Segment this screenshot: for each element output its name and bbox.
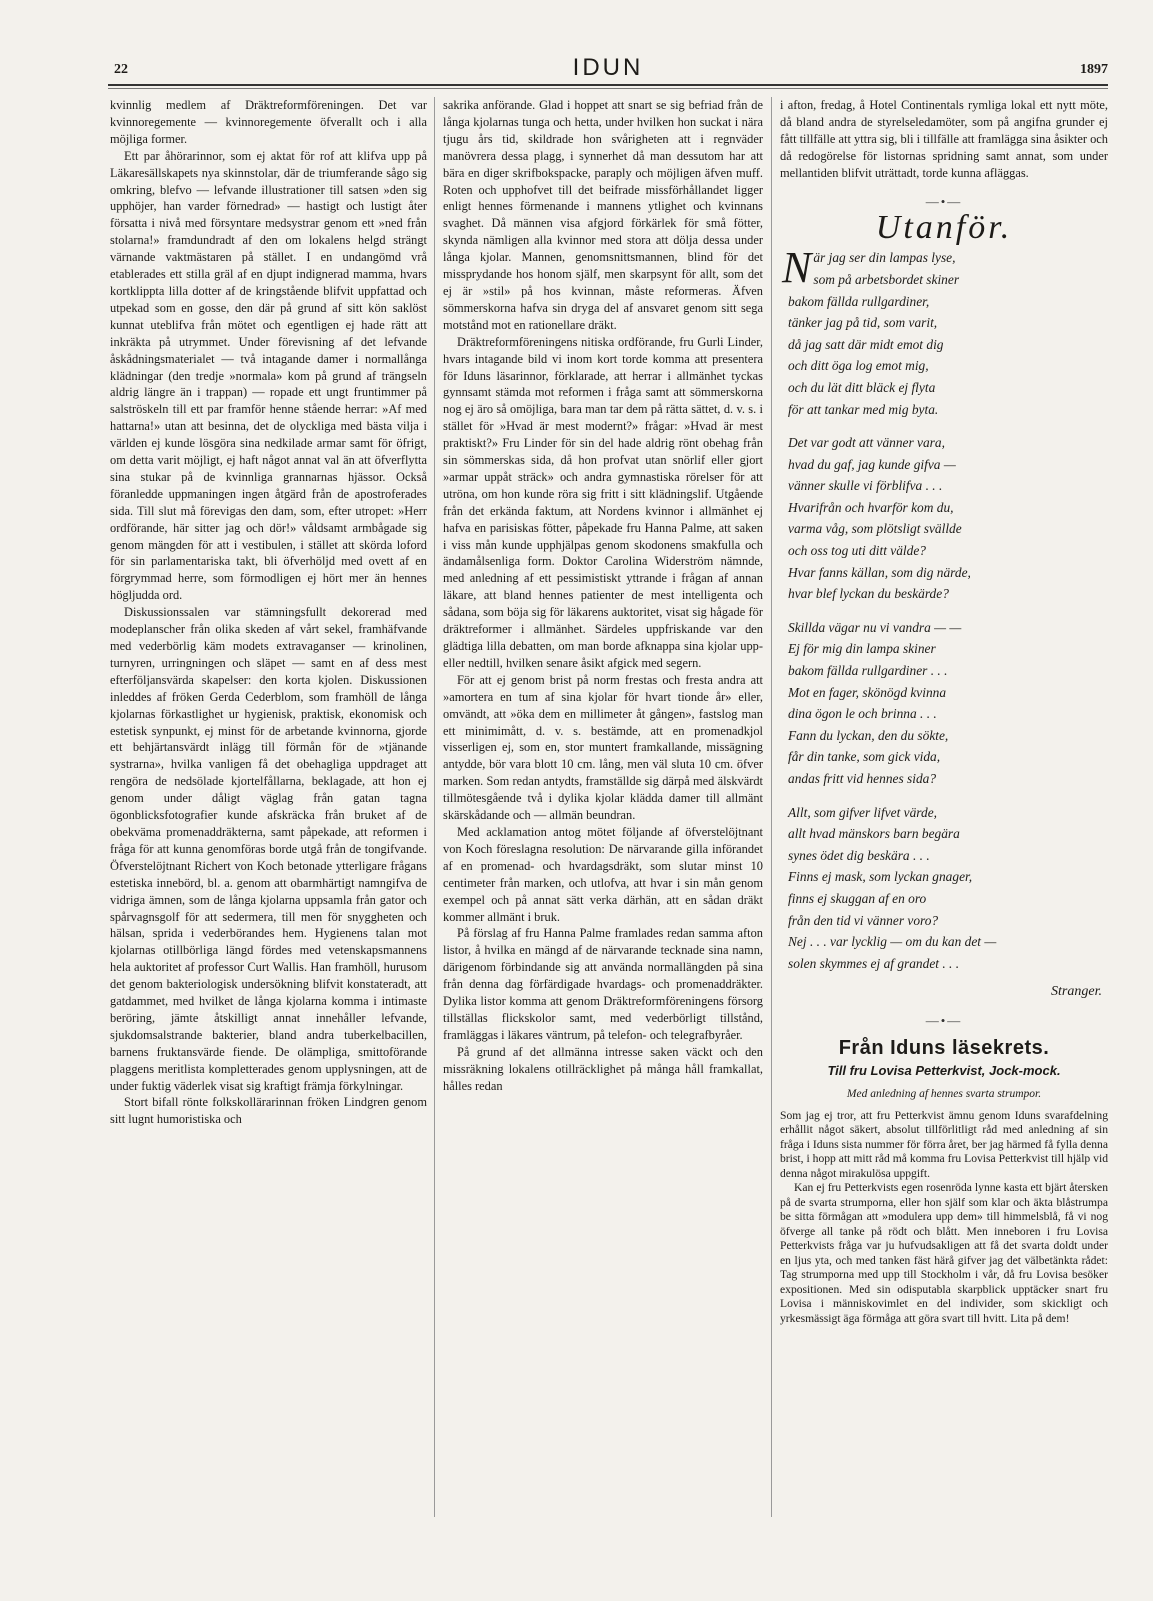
poem-line: dina ögon le och brinna . . . bbox=[788, 706, 937, 722]
poem-line: och du lät ditt bläck ej flyta bbox=[788, 379, 936, 395]
column-1 bbox=[110, 97, 427, 1128]
poem-line: som på arbetsbordet skiner bbox=[813, 271, 960, 287]
drop-cap: N bbox=[782, 243, 812, 293]
poem-line: Ej för mig din lampa skiner bbox=[788, 641, 936, 657]
poem-line: Mot en fager, skönögd kvinna bbox=[788, 684, 947, 700]
poem-line: då jag satt där midt emot dig bbox=[788, 336, 944, 352]
poem-stanza bbox=[788, 802, 1108, 975]
article-paragraph: På grund af det allmänna intresse saken väckt och den missräkning lokalens otillräcklighet på många håll framkallat, hålles redan bbox=[443, 1044, 763, 1093]
poem-signature: Stranger. bbox=[1051, 984, 1102, 1000]
article-paragraph: i afton, fredag, å Hotel Continentals rymliga lokal ett nytt möte, då bland andra de styrelseledamöter, som på angifna grunder ej fått tillfälle att yttra sig, bli i tillfälle att framlägga sina åsikter och då redogörelse för listornas spridning samt annat, som under mellantiden blifvit uträttadt, torde kunna afläggas. bbox=[780, 98, 1108, 180]
poem-line: varma våg, som plötsligt svällde bbox=[788, 521, 962, 537]
column-divider bbox=[771, 97, 772, 1517]
poem-line: Hvarifrån och hvarför kom du, bbox=[788, 499, 954, 515]
article-paragraph: Dräktreformföreningens nitiska ordförande, fru Gurli Linder, hvars intagande bild vi inom kort torde komma att presentera för Iduns läsarinnor, förklarade, att herrar i allmänhet tyckas gynnsamt stämda mot reformen i fråga samt att sömmerskorna nog ej äro så omöjliga, bara man tar dem på rätta sättet, d. v. s. i stället för »Hvad är mest modernt?» frågar: »Hvad är mest praktiskt?» Fru Linder för sin del hade aldrig rönt obehag från sin sömmerskas sida, då hon profvat utan snörlif eller gjort »armar uppåt sträck» och andra gymnastiska rörelser för att utröna, om hon kunde röra sig fritt i sitt klädningslif. Utgående från det erkända faktum, att Nordens kvinnor i allmänhet ej hafva en parisiskas fötter, påpekade fru Hanna Palme, att saken i viss mån kunde upphjälpas genom skodonens smakfulla och ändamålsenliga form. Doktor Carolina Widerström nämnde, med anledning af ett pessimistiskt yttrande i frågan af annan läkare, att bland hennes patienter de mest intelligenta och sådana, som böja sig för läkarens auktoritet, visat sig hågade för dräktreformer i allmänhet. Särdeles uppfriskande var den glädtiga lilla debatten, om man borde afknappa sina kjolar upp- eller nedtill, hvilken senare åsikt afgick med segern. bbox=[443, 334, 763, 670]
poem-line: och ditt öga log emot mig, bbox=[788, 358, 929, 374]
article-paragraph: kvinnlig medlem af Dräktreformföreningen. Det var kvinnoregemente — kvinnoregemente öfverallt och i alla möjliga former. bbox=[110, 98, 427, 146]
poem-line: är jag ser din lampas lyse, bbox=[813, 250, 956, 266]
poem-line: Allt, som gifver lifvet värde, bbox=[788, 804, 937, 820]
ornament-divider: —•— bbox=[925, 193, 963, 209]
column-2 bbox=[443, 97, 763, 1094]
poem-line: och oss tog uti ditt välde? bbox=[788, 543, 926, 559]
poem-line: Nej . . . var lycklig — om du kan det — bbox=[788, 934, 997, 950]
poem-line: får din tanke, som gick vida, bbox=[788, 749, 941, 765]
poem-line: Finns ej mask, som lyckan gnager, bbox=[788, 869, 973, 885]
ornament-divider: —•— bbox=[925, 1013, 963, 1029]
poem-stanza bbox=[788, 432, 1108, 605]
poem bbox=[780, 243, 1108, 974]
section-subtitle: Till fru Lovisa Petterkvist, Jock-mock. bbox=[827, 1063, 1061, 1079]
poem-line: hvar blef lyckan du beskärde? bbox=[788, 586, 949, 602]
poem-line: andas fritt vid hennes sida? bbox=[788, 771, 937, 786]
section-note: Med anledning af hennes svarta strumpor. bbox=[846, 1087, 1042, 1100]
poem-line: vänner skulle vi förblifva . . . bbox=[788, 478, 943, 494]
poem-line: finns ej skuggan af en oro bbox=[788, 890, 927, 906]
poem-line: tänker jag på tid, som varit, bbox=[788, 315, 938, 331]
poem-line: Hvar fanns källan, som dig närde, bbox=[788, 564, 971, 580]
poem-line: bakom fällda rullgardiner, bbox=[788, 293, 930, 309]
poem-line: hvad du gaf, jag kunde gifva — bbox=[788, 456, 956, 472]
header-rule-thin bbox=[108, 88, 1108, 89]
poem-title: Utanför. bbox=[875, 209, 1013, 247]
poem-line: från den tid vi vänner voro? bbox=[788, 912, 939, 928]
page-header bbox=[108, 56, 1108, 86]
poem-stanza bbox=[788, 617, 1108, 790]
header-rule bbox=[108, 84, 1108, 86]
poem-line: Fann du lyckan, den du sökte, bbox=[788, 727, 949, 743]
poem-line: synes ödet dig beskära . . . bbox=[788, 847, 930, 863]
article-paragraph: På förslag af fru Hanna Palme framlades redan samma afton listor, å hvilka en mängd af de närvarande tecknade sina namn, därigenom förbindande sig att använda normallängden på sina från denna dag förfärdigade hvardags- och promenaddräkter. Dylika listor komma att genom Dräktreformföreningens försorg tillställas flickskolor samt, med vederbörligt tillstånd, framläggas i läkares väntrum, på telefon- och telegrafbyråer. bbox=[443, 926, 763, 1042]
column-3 bbox=[780, 97, 1108, 1326]
masthead-title: IDUN bbox=[572, 54, 644, 81]
poem-line: solen skymmes ej af grandet . . . bbox=[788, 955, 960, 971]
article-paragraph: Stort bifall rönte folkskollärarinnan fröken Lindgren genom sitt lugnt humoristiska och bbox=[110, 1095, 427, 1127]
poem-line: allt hvad mänskors barn begära bbox=[788, 826, 960, 842]
article-paragraph: Med acklamation antog mötet följande af öfverstelöjtnant von Koch föreslagna resolution: De närvarande gilla införandet af en promenad- och hvardagsdräkt, som slutar minst 10 centimeter från marken, och utlofva, att hvar i sin mån genom exempel och på annat sätt verka därhän, att en sådan dräkt kommer allmänt i bruk. bbox=[443, 824, 763, 924]
poem-stanza bbox=[782, 243, 1108, 420]
poem-line: Skillda vägar nu vi vandra — — bbox=[788, 619, 962, 635]
article-paragraph: För att ej genom brist på norm frestas och fresta andra att »amortera en tum af sina kjolar för hvart tionde år» eller, omvändt, att »öka dem en millimeter åt gången», fastslog man ett minimimått, d. v. s. bestämde, att en promenadkjol visserligen ej, som en, stor muntert framkallande, missägning antydde, bör vara blott 10 cm. lång, men väl sluta 10 cm. öfver marken. Som redan antydts, framställde sig därpå med älskvärdt tillmötesgående två i dylika kjolar klädda damer till allmänt skärskådande och — allmän beundran. bbox=[443, 672, 763, 823]
column-divider bbox=[434, 97, 435, 1517]
poem-line: bakom fällda rullgardiner . . . bbox=[788, 663, 948, 679]
page-number: 22 bbox=[114, 62, 128, 77]
article-paragraph: sakrika anförande. Glad i hoppet att snart se sig befriad från de långa kjolarnas tunga och hetta, under hvilken hon suckat i nära tjugu års tid, skildrade hon svårigheten att i regnväder manövrera dessa plagg, i synnerhet då man dessutom har att bära en diger skrifbokspacke, paraply och möjligen äfven muff. Roten och upphofvet till det beifrade missförhållandet ligger enligt hennes förmenande i mannens ytlighet och kvinnans svaghet. Då männen visa afgjord förkärlek för små fötter, skynda nämligen alla kvinnor med stora att dölja dessa under långa kjolar. Mannen, genomsnittsmannen, blind för det missprydande hos honom själf, men skarpsynt för allt, som det ej är »stil» på hos kvinnan, måste reformeras. Äfven sömmerskorna hafva sin dryga del af ansvaret genom sitt sega motstånd mot en rationellare dräkt. bbox=[443, 98, 763, 332]
issue-year: 1897 bbox=[1080, 62, 1108, 77]
poem-line: för att tankar med mig byta. bbox=[788, 401, 939, 417]
article-paragraph: Diskussionssalen var stämningsfullt dekorerad med modeplanscher från olika skeden af vårt sekel, framhäfvande med vederbörlig käm modets extravaganser — krinolinen, turnyren, urringningen och släpet — samt en af dess mest efterföljansvärda skapelser: den korta kjolen. Diskussionen inleddes af fröken Gerda Cederblom, som framhöll de långa kjolarnas förkastlighet ur hygienisk, praktisk, ekonomisk och estetisk synpunkt, ej minst för de arbetande kvinnorna, gjorde ett behjärtansvärdt inlägg till förmån för de »tjänande systrarna», hvilka vanligen få det obehagliga uppdraget att rengöra de nedsölade kjortelfållarna, beklagade, att hon ej genom under dåligt väglag från gatan tagna ögonblicksfotografier kunde afskräcka från bruket af de obekväma promenaddräkterna, samt påpekade, att reformen i fråga för att kunna genomföras borde utgå från de tongifvande. Öfverstelöjtnant Richert von Koch betonade ytterligare frågans estetiska innebörd, bl. a. genom att obarmhärtigt namngifva de vidriga ämnen, som de långa kjolarna uppsamla från gator och spårvagnsgolf för att sedermera, till men för snyggheten och hälsan, sprida i vederbörandes hem. Hygienens talan mot kjolarnas otillbörliga längd fördes med vetenskapsmannens hela auktoritet af professor Curt Wallis. Han framhöll, hurusom det genom bakteriologisk undersökning blifvit konstateradt, att gatdammet, med hvilket de långa kjolarna komma i intimaste beröring, jämte åtskilligt annat innehåller lefvande, sjukdomsalstrande bakterier, bland andra tuberkelbacillen, barnens fruktansvärde fiende. De olämpliga, smittoförande plaggens meritlista kompletterades genom upplysningen, att de under fuktig väderlek visat sig kraftigt främja förkylningar. bbox=[110, 605, 427, 1093]
poem-line: Det var godt att vänner vara, bbox=[788, 435, 945, 451]
letter-paragraph: Som jag ej tror, att fru Petterkvist ämnu genom Iduns svarafdelning erhållit något säkert, absolut tillförlitligt råd med anledning af sin fråga i Iduns sista nummer för förra året, ber jag härmed få fylla denna brist, i hopp att mitt råd må komma fru Lovisa Petterkvist till hjälp vid denna något mirakulösa uppgift. bbox=[780, 1108, 1108, 1180]
article-paragraph: Ett par åhörarinnor, som ej aktat för rof att klifva upp på Läkaresällskapets nya skinnstolar, där de triumferande sågo sig omkring, blefvo — lefvande illustrationer till satsen »den sig upphöjer, han varder förnedrad» — hastigt och lustigt åter försatta i nivå med försyntare medsystrar genom ett »ned från stolarna!» framdundradt af den om lokalens helgd strängt värnande vaktmästaren på stället. I en undangömd vrå etablerades ett stilla gräl af en djupt indignerad mamma, hvars kortklippta lilla dotter af de kringstående blifvit uppfattad och utpekad som en gosse, den där på grund af sitt kön saklöst kunnat uteblifva från mötet och egentligen ej hade rätt att inkräkta på utrymmet. Under förevisning af det lefvande åskådningsmaterialet — två intagande damer i normallånga klädningar (den tredje »normala» kom på grund af trängseln aldrig längre än i trappan) — ropade ett ungt fruntimmer på salströskeln till ett par framför henne stående herrar: »Af med hattarna!» utan att besinna, det de olyckliga med bästa vilja i världen ej kunde lösgöra sina nedkilade armar samt för öfrigt, om detta varit möjligt, ej haft något annat val än att öfverflytta sina stukar på de kvinnliga grannarnas hjässor. Också föranledde uppmaningen ingen åtgärd från de apostroferades sida. Till slut må förevigas den dam, som, efter utropet: »Herr ordförande, här sitter jag och dör!» våldsamt armbågade sig genom mängden för att i vestibulen, i stället att skörda loford för sin parlamentariska takt, bli öfverhöljd med ovett af en förgrymmad herre, som förmodligen ej hört mer än hennes högljudda ord. bbox=[110, 148, 427, 603]
letter-paragraph: Kan ej fru Petterkvists egen rosenröda lynne kasta ett bjärt återsken på de svarta strumporna, eller hon själf som klar och äkta blåstrumpa be sitta förmågan att »modulera upp dem» till himmelsblå, få vi nog öfverge all tanke på rödt och blått. Men inneboren i fru Lovisa Petterkvists fråga var ju hufvudsakligen att få det svarta doldt under en ljus yta, och med tanken fäst härå gifver jag det välbetänkta rådet: Tag strumporna med upp till Stockholm i vår, då fru Lovisa besöker expositionen. Med sin odisputabla skarpblick upptäcker snart fru Lovisa i människovimlet en del individer, som skickligt och yrkesmässigt äga förmåga att göra svart till hvitt. Lita på dem! bbox=[780, 1181, 1108, 1325]
section-title: Från Iduns läsekrets. bbox=[838, 1037, 1050, 1060]
